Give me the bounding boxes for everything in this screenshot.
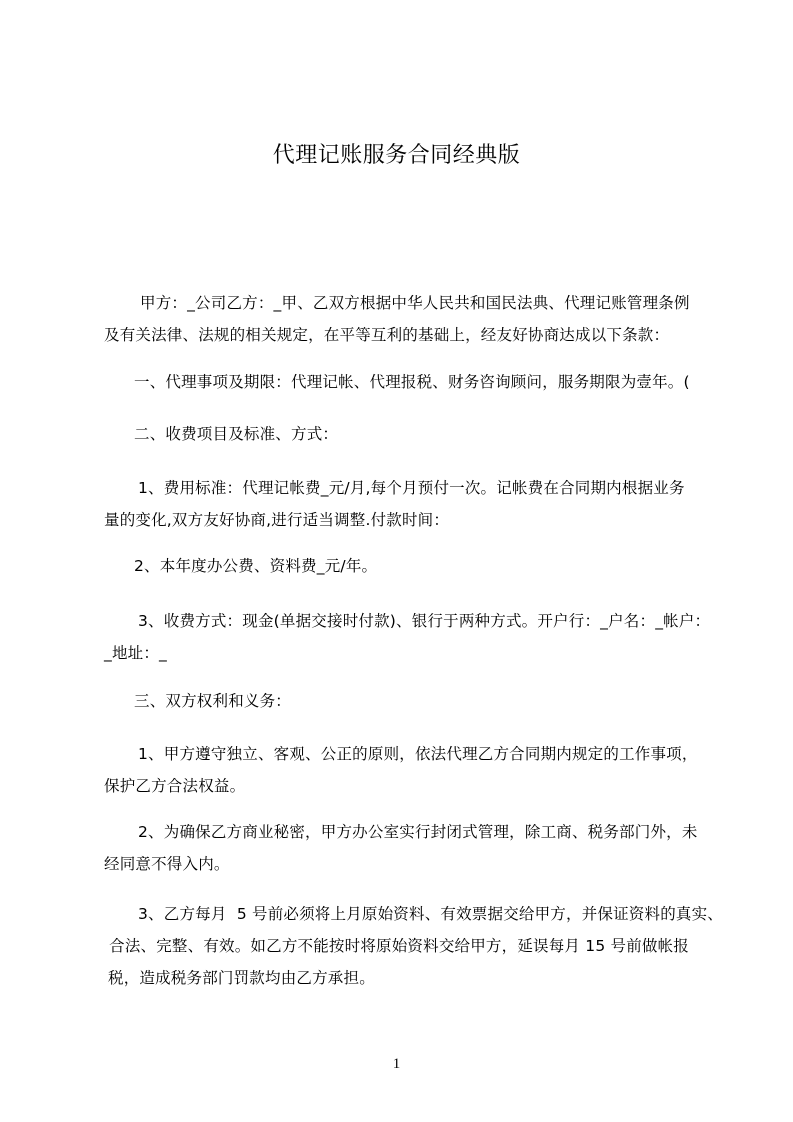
obligation-1-line-2: 保护乙方合法权益。: [104, 777, 246, 795]
intro-paragraph: [104, 287, 724, 351]
intro-line-2: 及有关法律、法规的相关规定，在平等互利的基础上，经友好协商达成以下条款：: [104, 326, 670, 344]
obligation-2-line-1: 2、为确保乙方商业秘密，甲方办公室实行封闭式管理，除工商、税务部门外，未: [138, 823, 698, 841]
clause-two: 二、收费项目及标准、方式：: [134, 425, 339, 443]
fee-standard-paragraph: [104, 472, 724, 536]
obligation-3-line-2: 合法、完整、有效。如乙方不能按时将原始资料交给甲方，延误每月 15 号前做帐报: [104, 937, 690, 955]
obligation-3-line-1: 3、乙方每月 5 号前必须将上月原始资料、有效票据交给甲方，并保证资料的真实、: [138, 905, 724, 923]
obligation-2-paragraph: [104, 816, 724, 880]
obligation-1-line-1: 1、甲方遵守独立、客观、公正的原则，依法代理乙方合同期内规定的工作事项，: [138, 745, 698, 763]
document-title: 代理记账服务合同经典版: [272, 143, 521, 168]
obligation-1-paragraph: [104, 738, 724, 802]
intro-line-1: 甲方：_公司乙方：_甲、乙双方根据中华人民共和国民法典、代理记账管理条例: [140, 294, 690, 312]
fee-standard-line-2: 量的变化,双方友好协商,进行适当调整.付款时间：: [104, 511, 450, 529]
payment-method-line-2: _地址：_: [104, 644, 168, 662]
payment-method-paragraph: [104, 605, 724, 669]
obligation-2-line-2: 经同意不得入内。: [104, 855, 230, 873]
clause-one: 一、代理事项及期限：代理记帐、代理报税、财务咨询顾问，服务期限为壹年。(: [134, 373, 690, 391]
payment-method-line-1: 3、收费方式：现金(单据交接时付款)、银行于两种方式。开户行：_户名：_帐户：: [138, 612, 711, 630]
obligation-3-line-3: 税，造成税务部门罚款均由乙方承担。: [108, 969, 375, 987]
obligation-3-paragraph: [104, 898, 724, 994]
office-fee-paragraph: 2、本年度办公费、资料费_元/年。: [134, 557, 378, 575]
fee-standard-line-1: 1、费用标准：代理记帐费_元/月,每个月预付一次。记帐费在合同期内根据业务: [138, 479, 685, 497]
clause-three: 三、双方权利和义务：: [134, 692, 292, 710]
page-number: 1: [392, 1056, 401, 1072]
